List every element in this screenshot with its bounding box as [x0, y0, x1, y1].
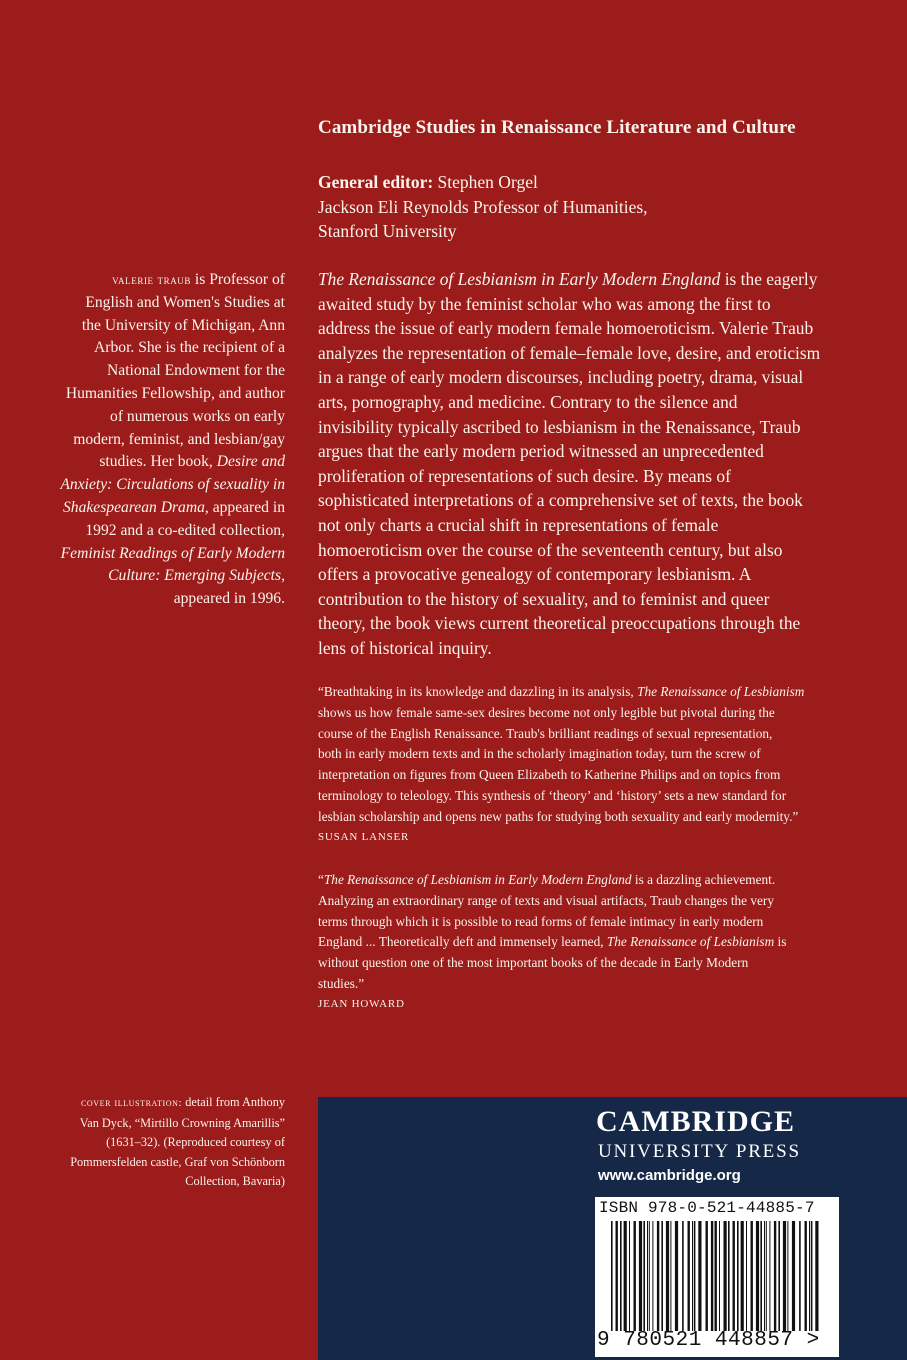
- barcode-bar: [778, 1221, 780, 1331]
- quote-line-text: studies.”: [318, 975, 365, 991]
- description-line-text: theory, the book views current theoretical preoccupations through the: [318, 613, 801, 634]
- description-line-text: analyzes the representation of female–female love, desire, and eroticism: [318, 342, 821, 363]
- quote-line-text: without question one of the most important books of the decade in Early Modern: [318, 955, 749, 971]
- quote-line: [318, 765, 866, 786]
- publisher-press: UNIVERSITY PRESS: [598, 1141, 801, 1162]
- description-line: [318, 562, 858, 587]
- barcode-bar: [724, 1221, 727, 1331]
- description-line-text: offers a provocative genealogy of contemporary lesbianism. A: [318, 564, 752, 585]
- barcode-bar: [799, 1221, 801, 1331]
- description-line-text: invisibility typically ascribed to lesbianism in the Renaissance, Traub: [318, 416, 801, 437]
- barcode-bar: [774, 1221, 776, 1331]
- description-line-text: argues that the early modern period witnessed an unprecedented: [318, 441, 764, 462]
- barcode-bar: [639, 1221, 642, 1331]
- quote-line-text: interpretation on figures from Queen Elizabeth to Katherine Philips and on topics from: [318, 767, 781, 783]
- quote-line-text: shows us how female same-sex desires become not only legible but pivotal during the: [318, 704, 775, 720]
- quote-line-text: “: [318, 872, 324, 887]
- quote-attribution: JEAN HOWARD: [318, 997, 405, 1010]
- general-editor-block: [318, 170, 878, 244]
- barcode-bar: [737, 1221, 739, 1331]
- description-line-text: is the eagerly: [720, 269, 818, 289]
- description-line: [318, 365, 858, 390]
- barcode-bar: [657, 1221, 659, 1331]
- bio-line: [22, 315, 285, 338]
- publisher-panel: [318, 1097, 907, 1360]
- description-line: [318, 439, 858, 464]
- quote-line: [318, 912, 866, 933]
- quote-line: [318, 807, 866, 828]
- barcode-bar: [652, 1221, 653, 1331]
- barcode-bar: [764, 1221, 765, 1331]
- barcode-icon: [609, 1221, 821, 1331]
- quote-line-text: terms through which it is possible to read forms of female intimacy in early modern: [318, 913, 764, 929]
- quote-line-text: Analyzing an extraordinary range of texts and visual artifacts, Traub changes the very: [318, 892, 775, 908]
- quote-line: [318, 786, 866, 807]
- description-line: [318, 513, 858, 538]
- barcode-bar: [692, 1221, 693, 1331]
- description-line: [318, 464, 858, 489]
- review-quote-2: [318, 870, 866, 1012]
- barcode-bar: [620, 1221, 622, 1331]
- barcode-bar: [616, 1221, 618, 1331]
- quote-line-text: England ... Theoretically deft and immensely learned,: [318, 934, 607, 950]
- bio-line-text: , appeared in: [204, 498, 285, 516]
- barcode-bar: [787, 1221, 788, 1331]
- barcode-bar: [766, 1221, 767, 1331]
- bio-line: [22, 406, 285, 429]
- barcode-bar: [698, 1221, 701, 1331]
- bio-line-text: the University of Michigan, Ann: [81, 316, 285, 334]
- publisher-url[interactable]: www.cambridge.org: [598, 1167, 741, 1184]
- description-line-text: not only charts a crucial shift in representations of female: [318, 514, 719, 535]
- barcode-bar: [783, 1221, 786, 1331]
- barcode-digits: 9 780521 448857 >: [597, 1329, 820, 1352]
- bio-line: [22, 360, 285, 383]
- bio-line: [22, 565, 285, 588]
- barcode-bar: [741, 1221, 744, 1331]
- description-line-text: in a range of early modern discourses, including poetry, drama, visual: [318, 367, 804, 388]
- quote-line: [318, 974, 866, 995]
- barcode-bar: [688, 1221, 690, 1331]
- bio-line-italic: Desire and: [216, 453, 285, 471]
- bio-line: [22, 474, 285, 497]
- barcode-bar: [706, 1221, 708, 1331]
- bio-line: [22, 588, 285, 611]
- editor-name: Stephen Orgel: [433, 172, 538, 192]
- quote-line-italic: The Renaissance of Lesbianism in Early Modern England: [323, 872, 632, 887]
- bio-line: [22, 451, 285, 474]
- quote-line: [318, 682, 866, 703]
- description-line: [318, 415, 858, 440]
- description-line: [318, 390, 858, 415]
- bio-line-text: National Endowment for the: [107, 362, 285, 380]
- bio-line-text: studies. Her book,: [99, 453, 217, 471]
- description-line: [318, 341, 858, 366]
- bio-line: [22, 520, 285, 543]
- editor-title: Jackson Eli Reynolds Professor of Humanities,: [318, 196, 648, 217]
- bio-line-italic: Culture: Emerging Subjects: [108, 567, 282, 585]
- barcode-bar: [715, 1221, 717, 1331]
- cover-credit-line: Van Dyck, “Mirtillo Crowning Amarillis”: [79, 1115, 285, 1130]
- author-name: valerie traub: [112, 272, 191, 287]
- quote-line-text: terminology to teleology. This synthesis of ‘theory’ and ‘history’ sets a new standard for: [318, 787, 787, 803]
- barcode-bar: [751, 1221, 753, 1331]
- barcode-bar: [805, 1221, 807, 1331]
- description-line-text: awaited study by the feminist scholar who was among the first to: [318, 293, 771, 314]
- barcode-bar: [661, 1221, 663, 1331]
- description-line: [318, 292, 858, 317]
- publisher-name: CAMBRIDGE: [596, 1105, 796, 1138]
- description-line: [318, 587, 858, 612]
- description-line: [318, 316, 858, 341]
- barcode-bar: [647, 1221, 648, 1331]
- bio-line: [22, 269, 285, 292]
- barcode-box: [595, 1197, 839, 1357]
- quote-line-text: lesbian scholarship and opens new paths for studying both sexuality and early modernity.”: [318, 808, 799, 824]
- quote-line: [318, 891, 866, 912]
- bio-line-text: appeared in 1996.: [173, 590, 285, 608]
- barcode-bar: [611, 1221, 613, 1331]
- quote-line-italic: The Renaissance of Lesbianism: [637, 684, 805, 699]
- barcode-bar: [649, 1221, 650, 1331]
- description-line: [318, 488, 858, 513]
- bio-line-text: English and Women's Studies at: [85, 293, 285, 311]
- barcode-bar: [811, 1221, 813, 1331]
- barcode-bar: [711, 1221, 713, 1331]
- quote-line: [318, 703, 866, 724]
- barcode-bar: [760, 1221, 762, 1331]
- quote-line-text: “Breathtaking in its knowledge and dazzling in its analysis,: [318, 684, 638, 699]
- author-bio: [22, 269, 285, 611]
- description-line-text: contribution to the history of sexuality, and to feminist and queer: [318, 588, 770, 609]
- quote-line: [318, 724, 866, 745]
- description-line-text: homoeroticism over the course of the seventeenth century, but also: [318, 539, 783, 560]
- isbn-label: ISBN 978-0-521-44885-7: [599, 1199, 815, 1217]
- barcode-bar: [670, 1221, 671, 1331]
- barcode-bar: [809, 1221, 810, 1331]
- quote-line: [318, 744, 866, 765]
- barcode-bar: [728, 1221, 730, 1331]
- cover-credit-first: detail from Anthony: [182, 1095, 285, 1109]
- series-title: Cambridge Studies in Renaissance Literature and Culture: [318, 117, 796, 138]
- cover-credit-line: (1631–32). (Reproduced courtesy of: [106, 1135, 285, 1150]
- cover-credit-line: [30, 1093, 285, 1114]
- description-line: [318, 538, 858, 563]
- bio-line: [22, 383, 285, 406]
- description-line-text: sophisticated interpretations of a comprehensive set of texts, the book: [318, 490, 803, 511]
- bio-line-italic: Shakespearean Drama: [63, 498, 205, 516]
- bio-first-line: is Professor of: [191, 271, 285, 288]
- description-line: [318, 611, 858, 636]
- book-description: [318, 267, 858, 661]
- quote-line: [318, 870, 866, 891]
- quote-line-text: is: [774, 934, 787, 950]
- cover-illustration-credit: [30, 1093, 285, 1192]
- barcode-bar: [769, 1221, 770, 1331]
- quote-line-text: course of the English Renaissance. Traub's brilliant readings of sexual representation,: [318, 725, 773, 741]
- bio-line-text: modern, feminist, and lesbian/gay: [73, 430, 285, 448]
- description-line-text: arts, pornography, and medicine. Contrary to the silence and: [318, 391, 738, 412]
- quote-line-text: is a dazzling achievement.: [631, 872, 776, 887]
- bio-line-text: Arbor. She is the recipient of a: [94, 339, 285, 357]
- bio-line-italic: Anxiety: Circulations of sexuality in: [60, 476, 285, 494]
- bio-line-text: of numerous works on early: [110, 407, 285, 425]
- editor-affiliation: Stanford University: [318, 221, 457, 241]
- barcode-bar: [719, 1221, 720, 1331]
- cover-credit-line: Pommersfelden castle, Graf von Schönborn: [70, 1154, 285, 1169]
- editor-label: General editor:: [318, 172, 434, 192]
- quote-line: [318, 932, 866, 953]
- bio-line-text: Humanities Fellowship, and author: [65, 384, 285, 402]
- cover-credit-label: cover illustration:: [80, 1097, 183, 1109]
- barcode-bar: [792, 1221, 795, 1331]
- barcode-bar: [666, 1221, 669, 1331]
- barcode-bar: [815, 1221, 818, 1331]
- review-quote-1: [318, 682, 866, 845]
- bio-line-text: ,: [281, 567, 285, 585]
- bio-line: [22, 429, 285, 452]
- cover-credit-line: Collection, Bavaria): [185, 1174, 285, 1189]
- bio-line: [22, 292, 285, 315]
- barcode-bar: [756, 1221, 759, 1331]
- editor-line: [318, 170, 878, 195]
- description-line-text: proliferation of representations of such desire. By means of: [318, 465, 731, 486]
- barcode-bar: [746, 1221, 747, 1331]
- description-line-text: lens of historical inquiry.: [318, 637, 492, 658]
- bio-line: [22, 543, 285, 566]
- description-line: [318, 636, 858, 661]
- bio-line-text: 1992 and a co-edited collection,: [85, 521, 285, 539]
- barcode-bar: [675, 1221, 678, 1331]
- barcode-bar: [694, 1221, 696, 1331]
- quote-line-text: both in early modern texts and in the scholarly imagination today, turn the screw of: [318, 746, 761, 762]
- barcode-bar: [624, 1221, 627, 1331]
- barcode-bar: [629, 1221, 630, 1331]
- barcode-bar: [634, 1221, 636, 1331]
- description-line-text: address the issue of early modern female homoeroticism. Valerie Traub: [318, 318, 814, 339]
- bio-line: [22, 497, 285, 520]
- bio-line-italic: Feminist Readings of Early Modern: [60, 544, 285, 562]
- barcode-bar: [733, 1221, 735, 1331]
- barcode-bar: [682, 1221, 684, 1331]
- quote-attribution: SUSAN LANSER: [318, 830, 410, 843]
- quote-line: [318, 953, 866, 974]
- quote-line-italic: The Renaissance of Lesbianism: [606, 934, 775, 950]
- description-line-italic: The Renaissance of Lesbianism in Early Modern England: [318, 269, 721, 289]
- barcode-bar: [643, 1221, 645, 1331]
- description-line: [318, 267, 858, 292]
- bio-line: [22, 337, 285, 360]
